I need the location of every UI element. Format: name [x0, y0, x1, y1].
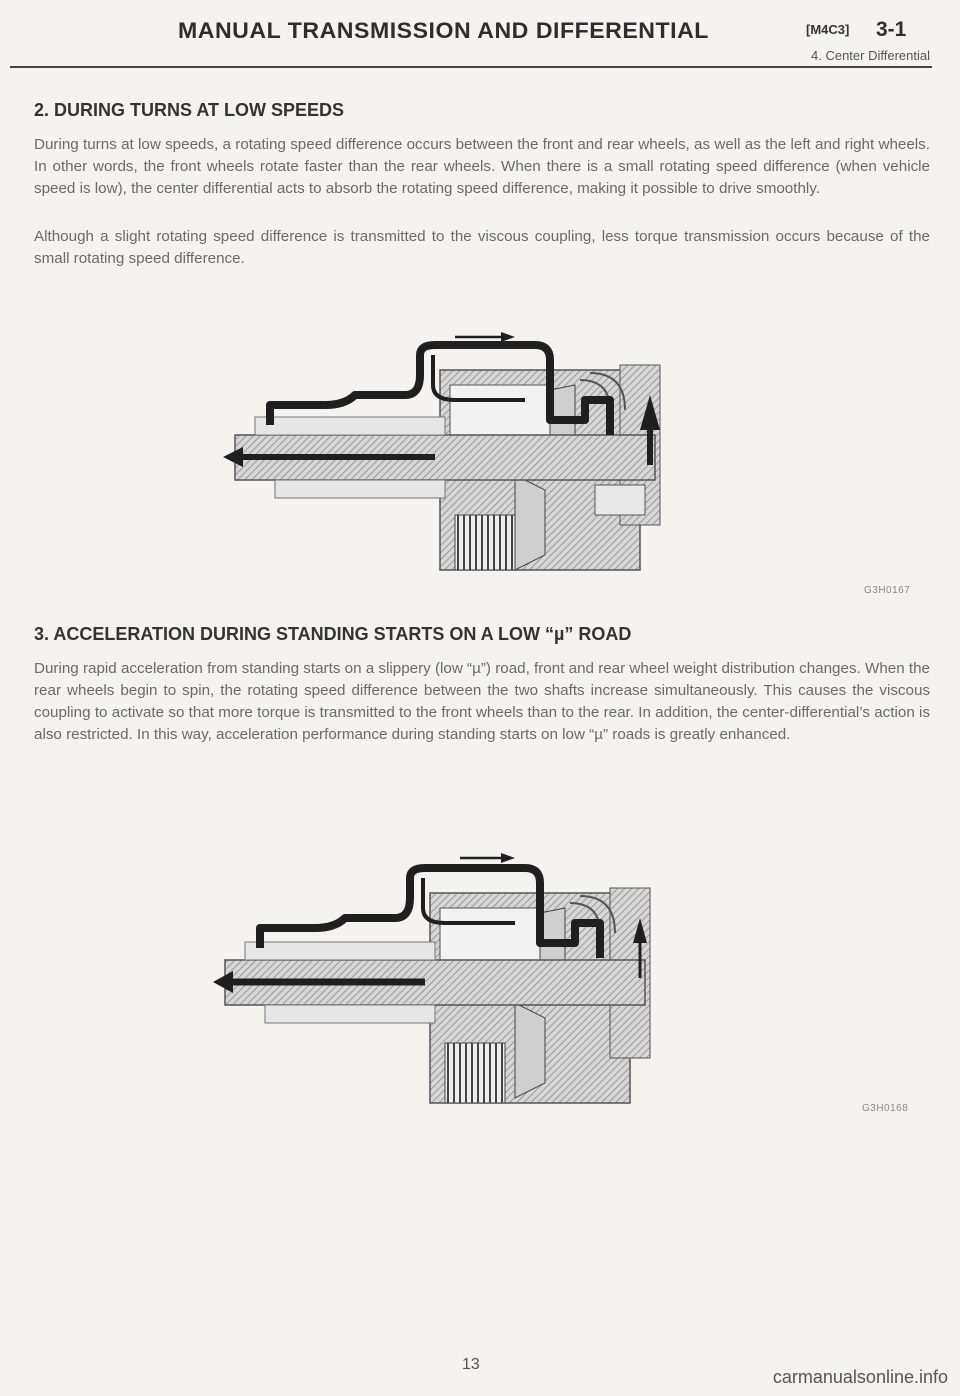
center-differential-diagram-2 [205, 848, 675, 1128]
section-paragraph: Although a slight rotating speed difference is transmitted to the viscous coupling, less torque transmission occurs because of the small rotating speed difference. [34, 228, 930, 267]
figure-code: G3H0168 [862, 1103, 909, 1114]
header-title: MANUAL TRANSMISSION AND DIFFERENTIAL [178, 18, 709, 43]
figure-code: G3H0167 [864, 585, 911, 596]
section-title-standing-starts: 3. ACCELERATION DURING STANDING STARTS ON A LOW “µ” ROAD [34, 624, 632, 644]
page-number: 13 [462, 1356, 480, 1373]
section-paragraph: During turns at low speeds, a rotating speed difference occurs between the front and rear wheels, as well as the left and right wheels. In other words, the front wheels rotate faster than the rear wheels. When there is a small rotating speed difference (when vehicle speed is low), the center differential acts to absorb the rotating speed difference, making it possible to drive smoothly. [34, 136, 930, 197]
front-output-arrow-icon [223, 447, 243, 467]
section-paragraph: During rapid acceleration from standing starts on a slippery (low “µ”) road, front and rear wheel weight distribution changes. When the rear wheels begin to spin, the rotating speed difference between the two shafts increase simultaneously. This causes the viscous coupling to activate so that more torque is transmitted to the front wheels than to the rear. In addition, the center-differential’s action is also restricted. In this way, acceleration performance during standing starts on low “µ” roads is greatly enhanced. [34, 660, 930, 743]
header-rule [10, 66, 932, 68]
front-output-arrow-icon [213, 971, 233, 993]
header-code: [M4C3] [806, 22, 850, 37]
center-differential-diagram-1 [215, 325, 685, 595]
header-subtitle: 4. Center Differential [811, 48, 930, 63]
watermark[interactable]: carmanualsonline.info [772, 1367, 948, 1387]
rotation-arrow-icon [501, 853, 515, 863]
rotation-arrow-icon [501, 332, 515, 342]
header-page-ref: 3-1 [876, 18, 907, 41]
section-title-low-speed-turns: 2. DURING TURNS AT LOW SPEEDS [34, 100, 345, 120]
